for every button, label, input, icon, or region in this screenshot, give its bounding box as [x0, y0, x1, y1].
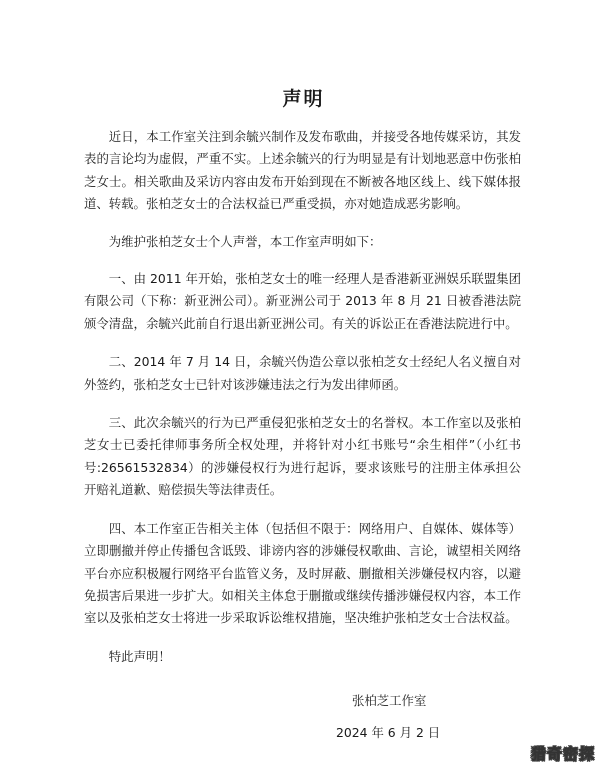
point-4-paragraph: 四、本工作室正告相关主体（包括但不限于：网络用户、自媒体、媒体等）立即删撤并停止传播包含诋毁、诽谤内容的涉嫌侵权歌曲、言论，诚望相关网络平台亦应积极履行网络平台监管义务，及时屏蔽、删撤相关涉嫌侵权内容，以避免损害后果进一步扩大。如相关主体怠于删撤或继续传播涉嫌侵权内容，本工作室以及张柏芝女士将进一步采取诉讼维权措施，坚决维护张柏芝女士合法权益。 — [84, 520, 521, 626]
lead-paragraph: 为维护张柏芝女士个人声誉，本工作室声明如下： — [108, 233, 382, 249]
closing-paragraph: 特此声明！ — [108, 648, 171, 664]
statement-date: 2024 年 6 月 2 日 — [336, 725, 441, 740]
signature: 张柏芝工作室 — [352, 693, 427, 708]
watermark: 猎奇密探 — [530, 745, 595, 763]
statement-body — [84, 126, 521, 668]
point-1-paragraph: 一、由 2011 年开始，张柏芝女士的唯一经理人是香港新亚洲娱乐联盟集团有限公司（下称：新亚洲公司）。新亚洲公司于 2013 年 8 月 21 日被香港法院颁令清盘，余毓兴此前自行退出新亚洲公司。有关的诉讼正在香港法院进行中。 — [84, 271, 521, 331]
page-title: 声明 — [282, 88, 325, 110]
intro-paragraph: 近日，本工作室关注到余毓兴制作及发布歌曲，并接受各地传媒采访，其发表的言论均为虚假，严重不实。上述余毓兴的行为明显是有计划地恶意中伤张柏芝女士。相关歌曲及采访内容由发布开始到现在不断被各地区线上、线下媒体报道、转载。张柏芝女士的合法权益已严重受损，亦对她造成恶劣影响。 — [84, 129, 521, 212]
point-2-paragraph: 二、2014 年 7 月 14 日，余毓兴伪造公章以张柏芝女士经纪人名义擅自对外签约，张柏芝女士已针对该涉嫌违法之行为发出律师函。 — [84, 354, 521, 392]
point-3-paragraph: 三、此次余毓兴的行为已严重侵犯张柏芝女士的名誉权。本工作室以及张柏芝女士已委托律师事务所全权处理，并将针对小红书账号“余生相伴”（小红书号:26561532834）的涉嫌侵权行为进行起诉，要求该账号的注册主体承担公开赔礼道歉、赔偿损失等法律责任。 — [84, 415, 521, 498]
